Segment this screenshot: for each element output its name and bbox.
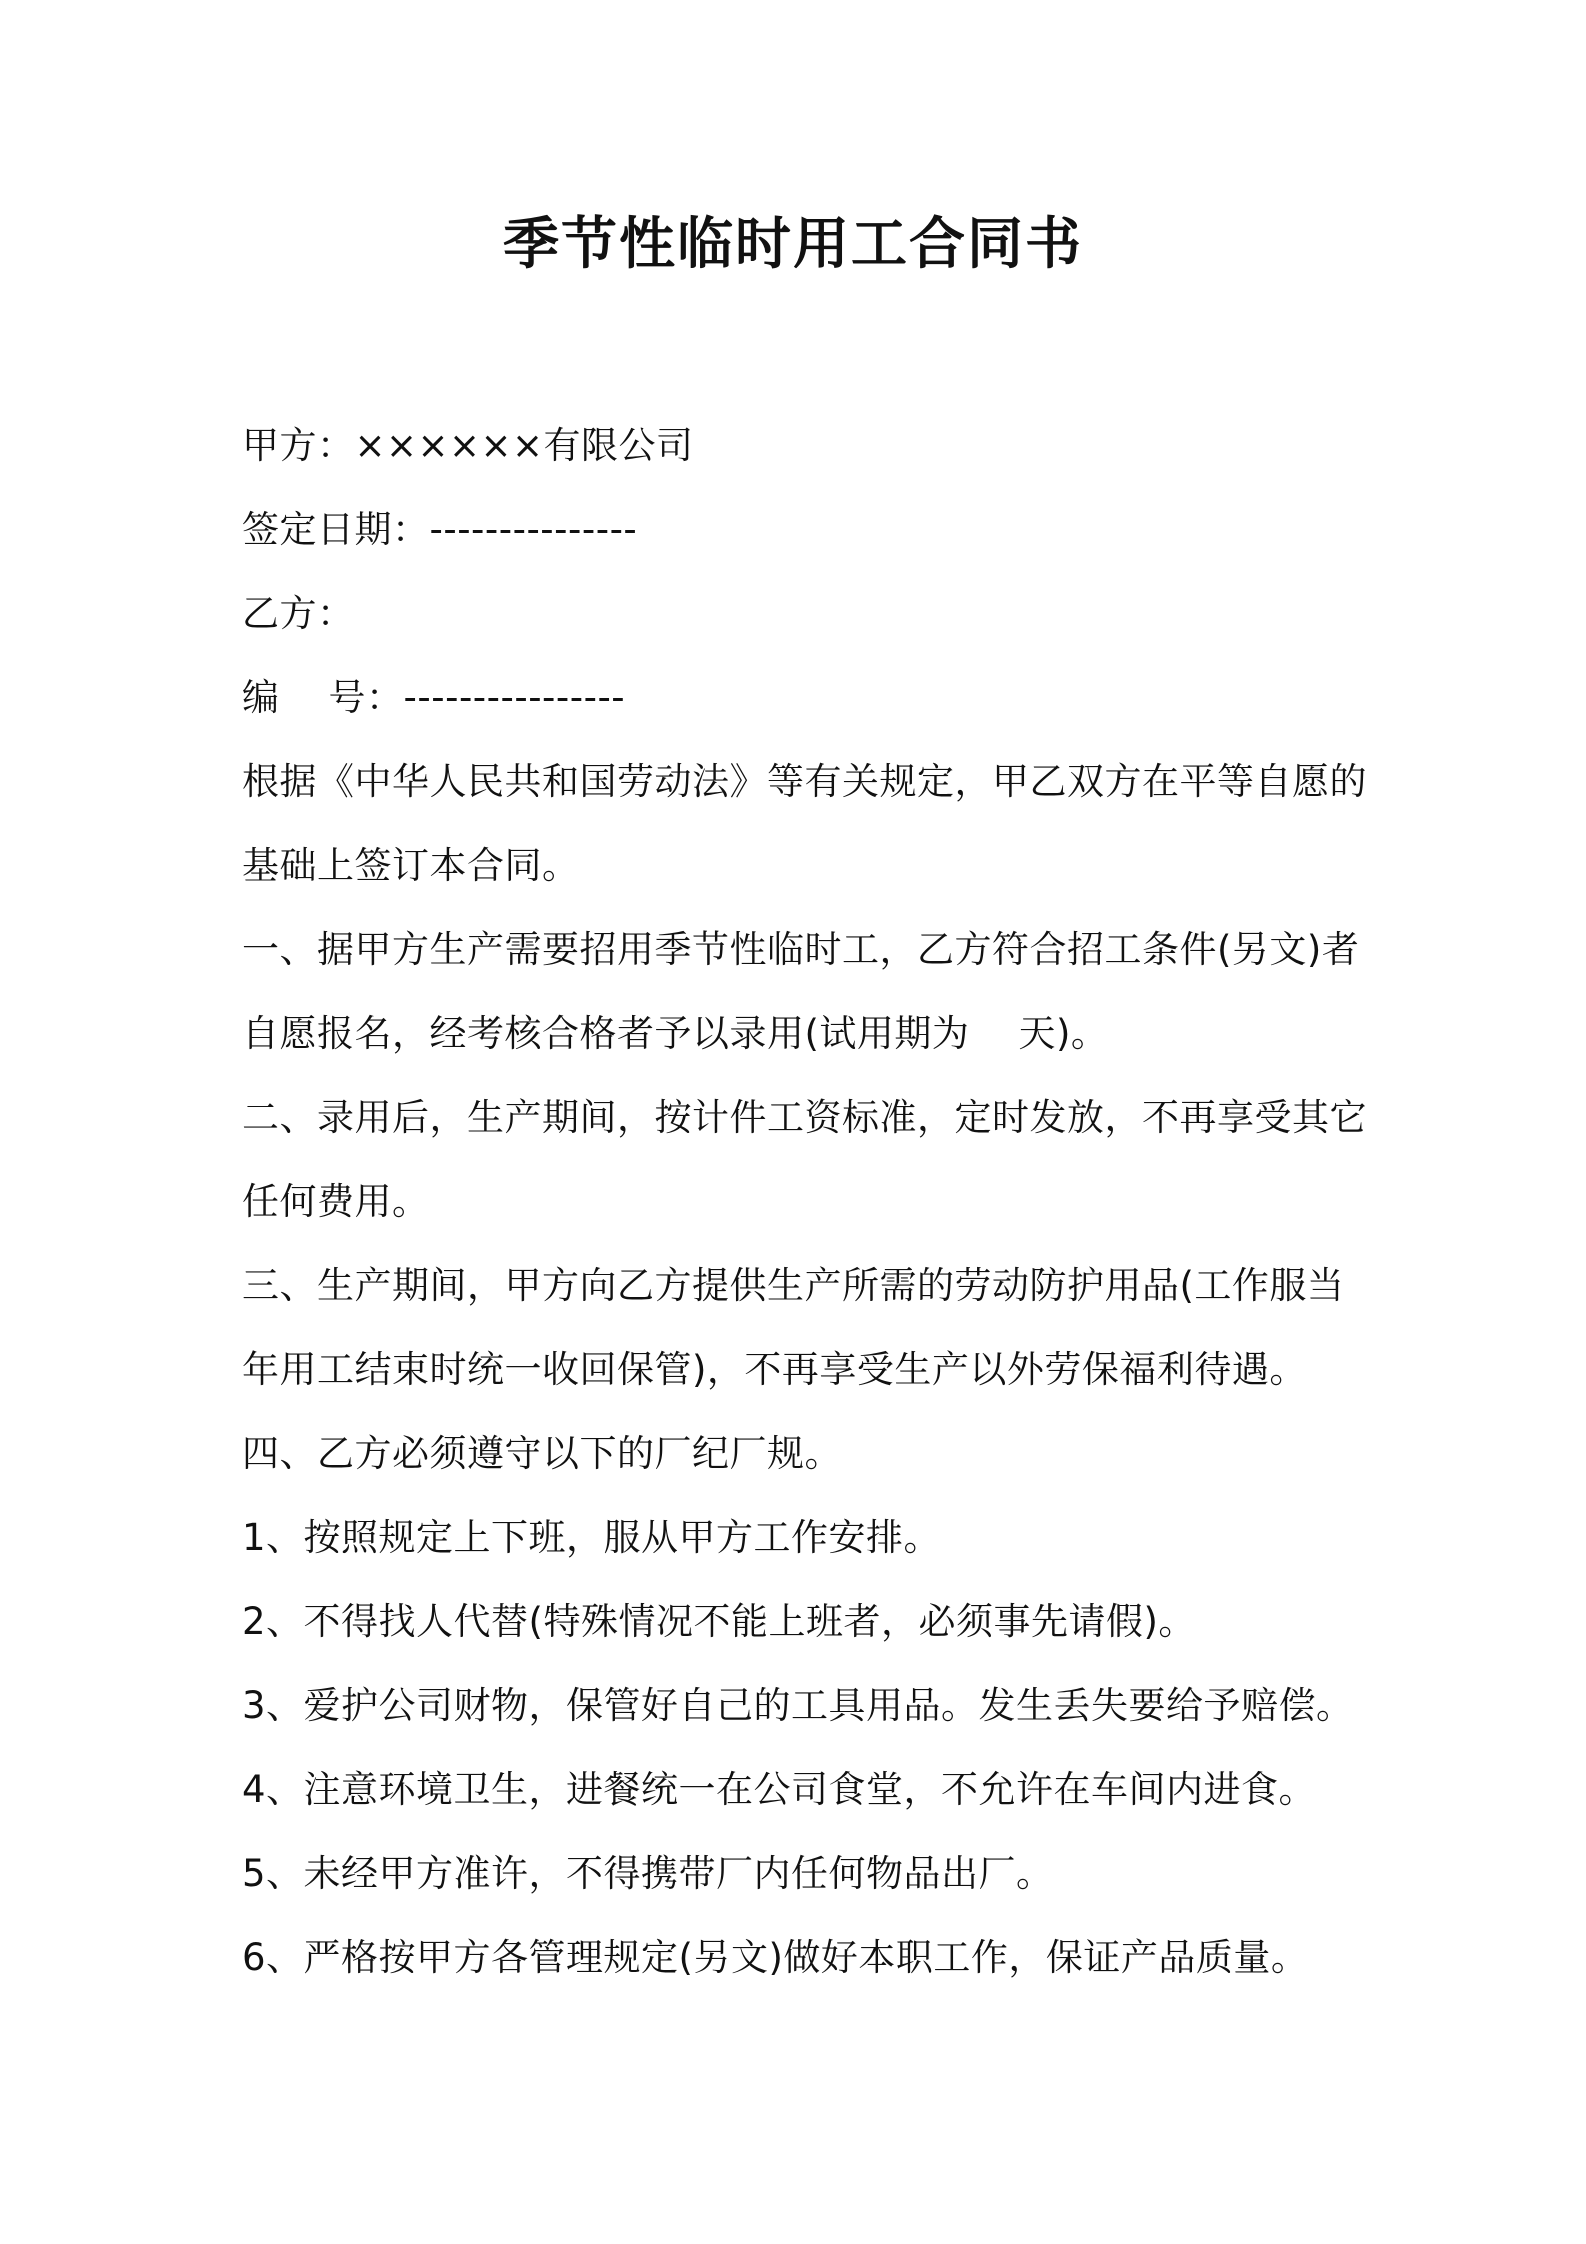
document-title: 季节性临时用工合同书 [503, 212, 1083, 277]
party-a-line: 甲方：××××××有限公司 [242, 424, 694, 467]
paragraph-line: 二、录用后，生产期间，按计件工资标准，定时发放，不再享受其它 [242, 1096, 1367, 1139]
paragraph-line: 根据《中华人民共和国劳动法》等有关规定，甲乙双方在平等自愿的 [242, 760, 1367, 803]
party-b-line: 乙方： [242, 592, 355, 635]
paragraph-line: 一、据甲方生产需要招用季节性临时工，乙方符合招工条件(另文)者 [242, 928, 1360, 971]
paragraph-line: 年用工结束时统一收回保管)，不再享受生产以外劳保福利待遇。 [242, 1348, 1307, 1391]
rule-item: 6、严格按甲方各管理规定(另文)做好本职工作，保证产品质量。 [242, 1936, 1309, 1979]
rule-item: 3、爱护公司财物，保管好自己的工具用品。发生丢失要给予赔偿。 [242, 1684, 1354, 1727]
paragraph-line: 基础上签订本合同。 [242, 844, 580, 887]
serial-number-line: 编 号：---------------- [242, 676, 626, 719]
paragraph-line: 四、乙方必须遵守以下的厂纪厂规。 [242, 1432, 842, 1475]
document-body [242, 404, 1367, 2000]
rule-item: 4、注意环境卫生，进餐统一在公司食堂，不允许在车间内进食。 [242, 1768, 1317, 1811]
paragraph-line: 任何费用。 [242, 1180, 430, 1223]
rule-item: 5、未经甲方准许，不得携带厂内任何物品出厂。 [242, 1852, 1054, 1895]
paragraph-line: 三、生产期间，甲方向乙方提供生产所需的劳动防护用品(工作服当 [242, 1264, 1345, 1307]
paragraph-line: 自愿报名，经考核合格者予以录用(试用期为 天)。 [242, 1012, 1109, 1055]
rule-item: 2、不得找人代替(特殊情况不能上班者，必须事先请假)。 [242, 1600, 1196, 1643]
rule-item: 1、按照规定上下班，服从甲方工作安排。 [242, 1516, 942, 1559]
signing-date-line: 签定日期：--------------- [242, 508, 638, 551]
